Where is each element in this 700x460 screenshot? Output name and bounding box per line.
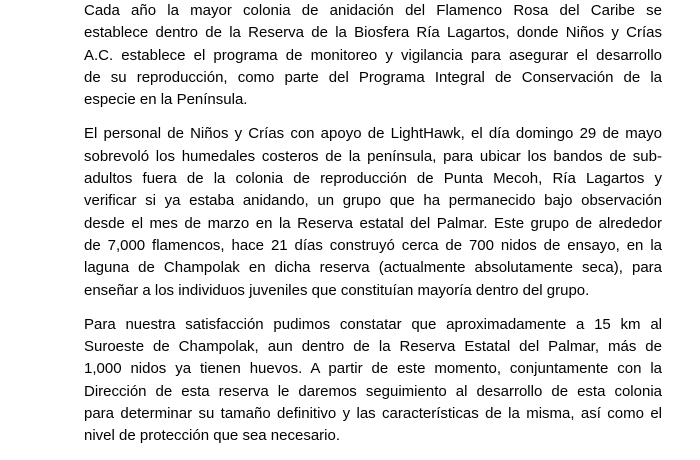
- text-line: Cada año la mayor colonia de anidación del Flamenco Rosa del Caribe se: [84, 2, 662, 19]
- text-line: de su reproducción, como parte del Programa Integral de Conservación de la: [84, 68, 662, 86]
- text-line: Suroeste de Champolak, aun dentro de la Reserva Estatal del Palmar, más de: [84, 338, 662, 356]
- paragraph-1: [84, 0, 662, 111]
- text-line: para determinar su tamaño definitivo y las características de la misma, así como el: [84, 405, 662, 423]
- paragraph-3: [84, 314, 662, 448]
- text-line: Dirección de esta reserva le daremos seguimiento al desarrollo de esta colonia: [84, 382, 662, 400]
- document-body: [84, 0, 662, 460]
- text-line: especie en la Península.: [84, 91, 248, 109]
- text-line: sobrevoló los humedales costeros de la península, para ubicar los bandos de sub-: [84, 147, 662, 165]
- text-line: El personal de Niños y Crías con apoyo de LightHawk, el día domingo 29 de mayo: [84, 125, 662, 143]
- text-line: desde el mes de marzo en la Reserva estatal del Palmar. Este grupo de alrededor: [84, 214, 662, 232]
- text-line: A.C. establece el programa de monitoreo y vigilancia para asegurar el desarrollo: [84, 46, 662, 64]
- text-line: Para nuestra satisfacción pudimos constatar que aproximadamente a 15 km al: [84, 315, 662, 333]
- text-line: verificar si ya estaba anidando, un grupo que ha permanecido bajo observación: [84, 192, 662, 210]
- paragraph-2: [84, 123, 662, 301]
- text-line: enseñar a los individuos juveniles que constituían mayoría dentro del grupo.: [84, 281, 590, 299]
- text-line: 1,000 nidos ya tienen huevos. A partir de este momento, conjuntamente con la: [84, 360, 662, 378]
- text-line: nivel de protección que sea necesario.: [84, 427, 340, 445]
- text-line: establece dentro de la Reserva de la Biosfera Ría Lagartos, donde Niños y Crías: [84, 24, 662, 42]
- text-line: de 7,000 flamencos, hace 21 días construyó cerca de 700 nidos de ensayo, en la: [84, 236, 662, 254]
- text-line: adultos fuera de la colonia de reproducción de Punta Mecoh, Ría Lagartos y: [84, 170, 662, 188]
- text-line: laguna de Champolak en dicha reserva (actualmente absolutamente seca), para: [84, 259, 662, 277]
